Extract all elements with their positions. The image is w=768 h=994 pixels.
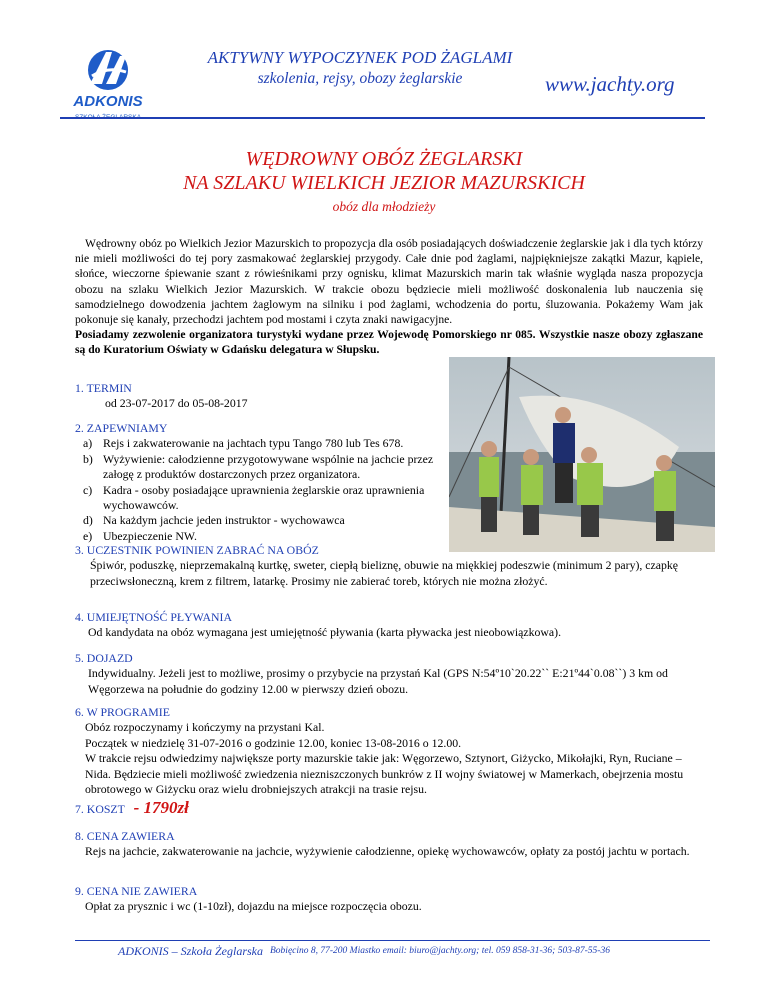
header-subslogan: szkolenia, rejsy, obozy żeglarskie <box>257 70 463 87</box>
list-item: d) Na każdym jachcie jeden instruktor - wychowawca <box>83 513 345 528</box>
footer-rule <box>75 940 710 941</box>
program-line: Obóz rozpoczynamy i kończymy na przystani Kal. <box>85 720 325 735</box>
sailing-crew-photo <box>449 357 715 552</box>
section-plywanie <box>75 610 705 641</box>
intro-permit: Posiadamy zezwolenie organizatora turystyki wydane przez Wojewodę Pomorskiego nr 085. Wszystkie nasze obozy zgłaszane są do Kuratorium Oświaty w Gdańsku delegatura w Słupsku. <box>75 328 703 357</box>
footer-org: ADKONIS – Szkoła Żeglarska <box>118 944 263 958</box>
nie-zawiera-text: Opłat za prysznic i wc (1-10zł), dojazdu na miejsce rozpoczęcia obozu. <box>85 899 422 914</box>
dojazd-text: Indywidualny. Jeżeli jest to możliwe, prosimy o przybycie na przystań Kal (GPS N:54º10`20.22`` E:21º44`0.08``) 3 km od Węgorzewa na południe do godziny 12.00 w pierwszy dzień obozu. <box>88 666 668 696</box>
program-line: W trakcie rejsu odwiedzimy największe porty mazurskie takie jak: Węgorzewo, Sztynort, Giżycko, Mikołajki, Ryn, Ruciane – Nida. Będziecie mieli możliwość zwiedzenia niezniszczonych bunkrów z II wojny światowej w Mamerkach, obejrzenia mostu obrotowego w Giżycku oraz wielu drobniejszych atrakcji na trasie rejsu. <box>85 751 684 797</box>
price-value: - 1790zł <box>133 798 189 817</box>
section-program <box>75 705 705 797</box>
list-item: b) Wyżywienie: całodzienne przygotowywane wspólnie na jachcie przez załogę z produktów dostarczonych przez organizatora. <box>83 451 434 482</box>
footer-contact: Bobięcino 8, 77-200 Miastko email: biuro@jachty.org; tel. 059 858-31-36; 503-87-55-36 <box>270 946 610 956</box>
section-heading: 7. KOSZT <box>75 802 125 816</box>
list-item: e) Ubezpieczenie NW. <box>83 528 197 543</box>
intro-text: Wędrowny obóz po Wielkich Jezior Mazurskich to propozycja dla osób posiadających doświadczenie żeglarskie jak i dla tych którzy nie mieli możliwości do tej pory zasmakować żeglarskiej przygody. Całe dnie pod żaglami, najpiękniejsze zakątki Mazur, kąpiele, słońce, wieczorne śpiewanie szant z rówieśnikami przy ognisku, klimat Mazurskich marin tak właśnie wygląda nasza propozycja obozu na szlaku Wielkich Jezior Mazurskich. W trakcie obozu będziecie mieli możliwość doskonalenia lub nauczenia się samodzielnego dowodzenia jachtem żaglowym na silniku i pod żaglami, wchodzenia do portu, śluzowania. Pokażemy Wam jak pokonuje się kanały, przechodzi jachtem pod mostami i czyta znaki nawigacyjne. <box>75 237 703 327</box>
page-title-line2: NA SZLAKU WIELKICH JEZIOR MAZURSKICH <box>183 172 585 194</box>
header-rule <box>60 117 705 119</box>
section-heading: 8. CENA ZAWIERA <box>75 829 175 843</box>
section-heading: 9. CENA NIE ZAWIERA <box>75 884 198 898</box>
header-url[interactable]: www.jachty.org <box>545 72 675 96</box>
logo-sub: SZKOŁA ŻEGLARSKA <box>74 114 142 121</box>
section-heading: 6. W PROGRAMIE <box>75 705 170 719</box>
section-heading: 4. UMIEJĘTNOŚĆ PŁYWANIA <box>75 610 232 624</box>
adkonis-logo <box>62 42 154 124</box>
logo-name: ADKONIS <box>73 93 143 110</box>
zawiera-text: Rejs na jachcie, zakwaterowanie na jachcie, wyżywienie całodzienne, opiekę wychowawców, opłaty za postój jachtu w portach. <box>85 844 690 859</box>
section-heading: 1. TERMIN <box>75 381 132 395</box>
section-zapewniamy <box>75 421 441 544</box>
section-dojazd <box>75 651 705 697</box>
section-heading: 5. DOJAZD <box>75 651 133 665</box>
section-zabrac <box>75 543 705 589</box>
section-heading: 2. ZAPEWNIAMY <box>75 421 168 435</box>
page-subtitle: obóz dla młodzieży <box>332 199 436 214</box>
zabrac-list: Śpiwór, poduszkę, nieprzemakalną kurtkę, sweter, ciepłą bieliznę, obuwie na miękkiej podeszwie (minimum 2 pary), czapkę przeciwsłoneczną, krem z filtrem, latarkę. Prosimy nie zabierać toreb, których nie można złożyć. <box>90 558 679 588</box>
intro-paragraph <box>75 236 703 358</box>
list-item: a) Rejs i zakwaterowanie na jachtach typu Tango 780 lub Tes 678. <box>83 436 404 451</box>
plywanie-text: Od kandydata na obóz wymagana jest umiejętność pływania (karta pływacka jest nieobowiązkowa). <box>88 625 562 640</box>
program-line: Początek w niedzielę 31-07-2016 o godzinie 12.00, koniec 13-08-2016 o 12.00. <box>85 735 462 750</box>
section-cena-zawiera <box>75 829 705 860</box>
section-termin <box>75 381 445 412</box>
list-item: c) Kadra - osoby posiadające uprawnienia żeglarskie oraz uprawnienia wychowawców. <box>83 482 425 513</box>
page-title-line1: WĘDROWNY OBÓZ ŻEGLARSKI <box>245 148 523 170</box>
section-koszt <box>75 800 705 817</box>
section-cena-nie-zawiera <box>75 884 705 915</box>
section-heading: 3. UCZESTNIK POWINIEN ZABRAĆ NA OBÓZ <box>75 543 319 557</box>
header-slogan: AKTYWNY WYPOCZYNEK POD ŻAGLAMI <box>207 48 513 67</box>
termin-dates: od 23-07-2017 do 05-08-2017 <box>105 396 248 411</box>
